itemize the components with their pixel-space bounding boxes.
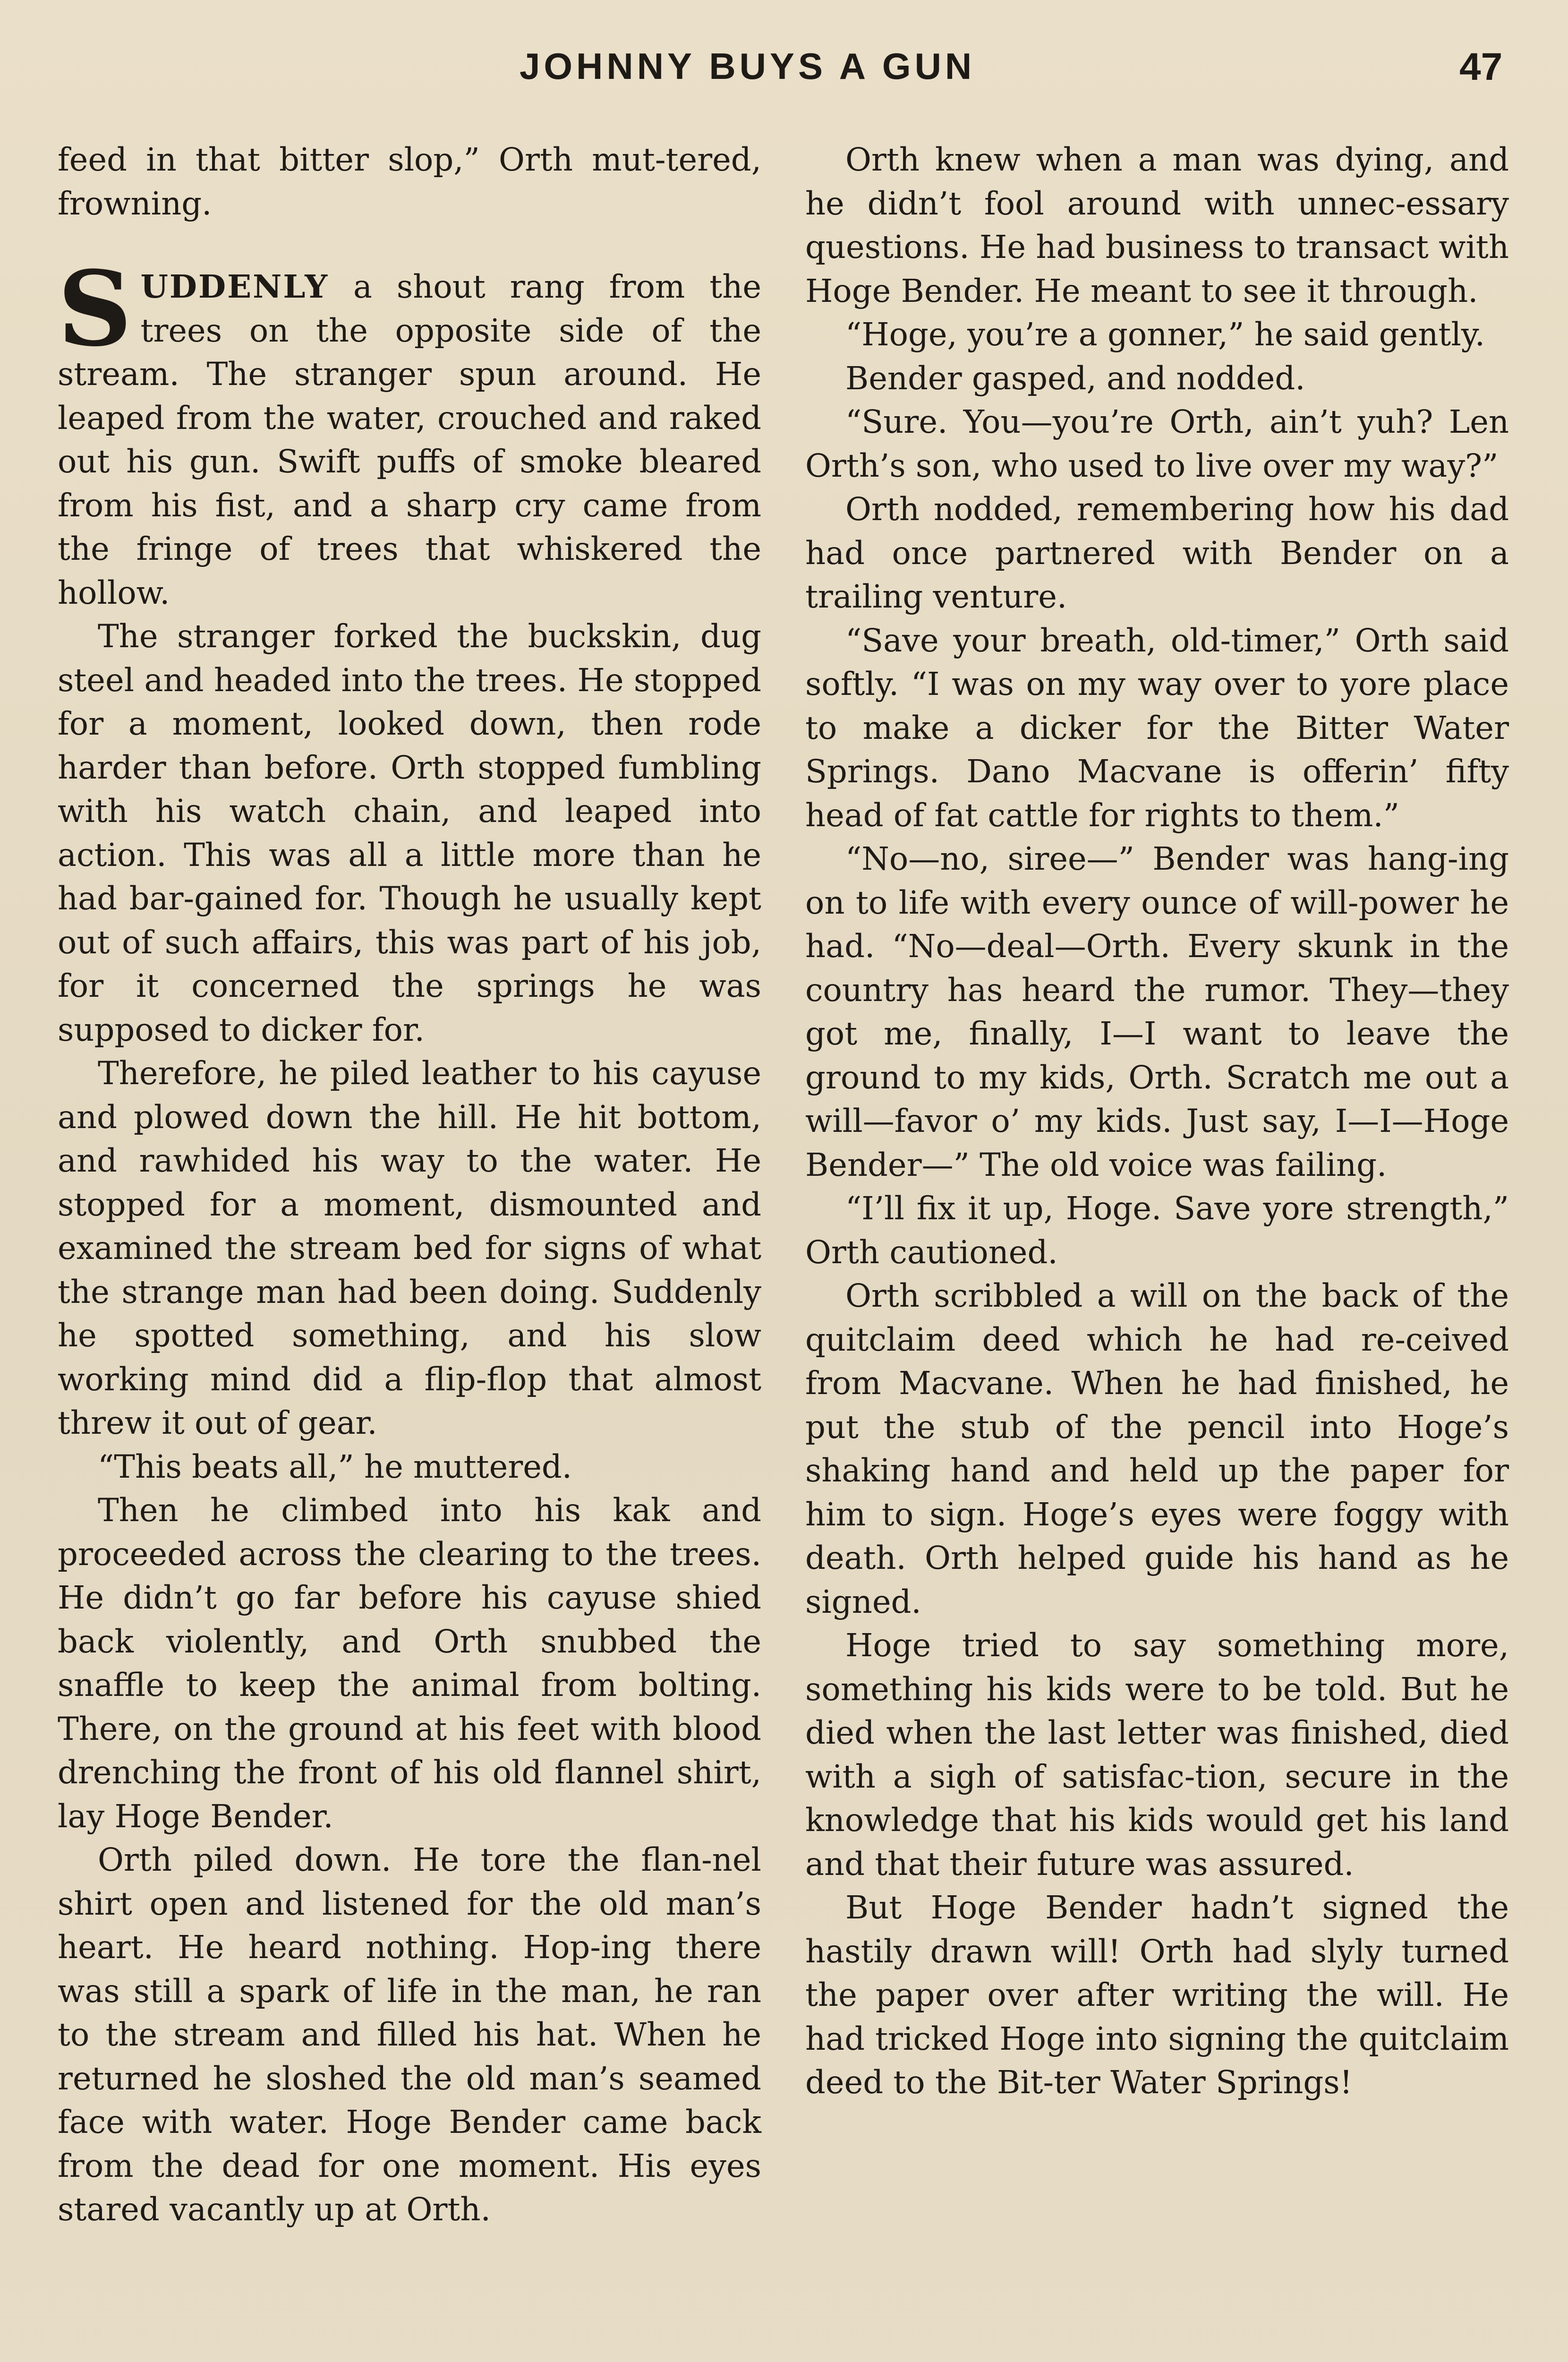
paragraph: Orth scribbled a will on the back of the quitclaim deed which he had re-ceived from Macvane. When he had finished, he put the stub of the pencil into Hoge’s shaking hand and held up the paper for him to sign. Hoge’s eyes were foggy with death. Orth helped guide his hand as he signed. xyxy=(805,1277,1509,1620)
page-number: 47 xyxy=(1459,45,1503,88)
paragraph: “Save your breath, old-timer,” Orth said softly. “I was on my way over to yore place to make a dicker for the Bitter Water Springs. Dano Macvane is offerin’ fifty head of fat cattle for rights to them.” xyxy=(805,622,1509,834)
paragraph-drop-cap xyxy=(58,248,761,615)
paragraph: The stranger forked the buckskin, dug steel and headed into the trees. He stopped for a moment, looked down, then rode harder than before. Orth stopped fumbling with his watch chain, and leaped into action. This was all a little more than he had bar-gained for. Though he usually kept out of such affairs, this was part of his job, for it concerned the springs he was supposed to dicker for. xyxy=(58,618,761,1048)
running-title: JOHNNY BUYS A GUN xyxy=(520,45,976,87)
paragraph: “Sure. You—you’re Orth, ain’t yuh? Len Orth’s son, who used to live over my way?” xyxy=(805,403,1509,484)
paragraph: Orth knew when a man was dying, and he didn’t fool around with unnec-essary questions. He had business to transact with Hoge Bender. He meant to see it through. xyxy=(805,141,1509,309)
paragraph: Therefore, he piled leather to his cayuse and plowed down the hill. He hit bottom, and rawhided his way to the water. He stopped for a moment, dismounted and examined the stream bed for signs of what the strange man had been doing. Suddenly he spotted something, and his slow working mind did a flip-flop that almost threw it out of gear. xyxy=(58,1055,761,1441)
paragraph: But Hoge Bender hadn’t signed the hastily drawn will! Orth had slyly turned the paper over after writing the will. He had tricked Hoge into signing the quitclaim deed to the Bit-ter Water Springs! xyxy=(805,1889,1509,2101)
paragraph: Hoge tried to say something more, something his kids were to be told. But he died when the last letter was finished, died with a sigh of satisfac-tion, secure in the knowledge that his kids would get his land and that their future was assured. xyxy=(805,1627,1509,1883)
paragraph: “No—no, siree—” Bender was hang-ing on to life with every ounce of will-power he had. “No—deal—Orth. Every skunk in the country has heard the rumor. They—they got me, finally, I—I want to leave the ground to my kids, Orth. Scratch me out a will—favor o’ my kids. Just say, I—I—Hoge Bender—” The old voice was failing. xyxy=(805,840,1509,1183)
left-column xyxy=(58,138,761,2232)
paragraph: Then he climbed into his kak and proceeded across the clearing to the trees. He didn’t go far before his cayuse shied back violently, and Orth snubbed the snaffle to keep the animal from bolting. There, on the ground at his feet with blood drenching the front of his old flannel shirt, lay Hoge Bender. xyxy=(58,1492,761,1835)
paragraph: Orth nodded, remembering how his dad had once partnered with Bender on a trailing venture. xyxy=(805,491,1509,615)
paragraph: Bender gasped, and nodded. xyxy=(845,359,1305,397)
drop-cap: S xyxy=(58,248,132,369)
paragraph: “This beats all,” he muttered. xyxy=(98,1448,572,1485)
paragraph: feed in that bitter slop,” Orth mut-tered, frowning. xyxy=(58,141,761,222)
paragraph: “Hoge, you’re a gonner,” he said gently. xyxy=(845,316,1485,353)
right-column xyxy=(805,138,1509,2105)
small-caps-lead: UDDENLY xyxy=(140,268,329,305)
paragraph: “I’ll fix it up, Hoge. Save yore strength,” Orth cautioned. xyxy=(805,1190,1509,1271)
paragraph: Orth piled down. He tore the flan-nel shirt open and listened for the old man’s heart. He heard nothing. Hop-ing there was still a spark of life in the man, he ran to the stream and filled his hat. When he returned he sloshed the old man’s seamed face with water. Hoge Bender came back from the dead for one moment. His eyes stared vacantly up at Orth. xyxy=(58,1841,761,2228)
paragraph-text: a shout rang from the trees on the opposite side of the stream. The stranger spun around. He leaped from the water, crouched and raked out his gun. Swift puffs of smoke bleared from his fist, and a sharp cry came from the fringe of trees that whiskered the hollow. xyxy=(58,268,761,611)
